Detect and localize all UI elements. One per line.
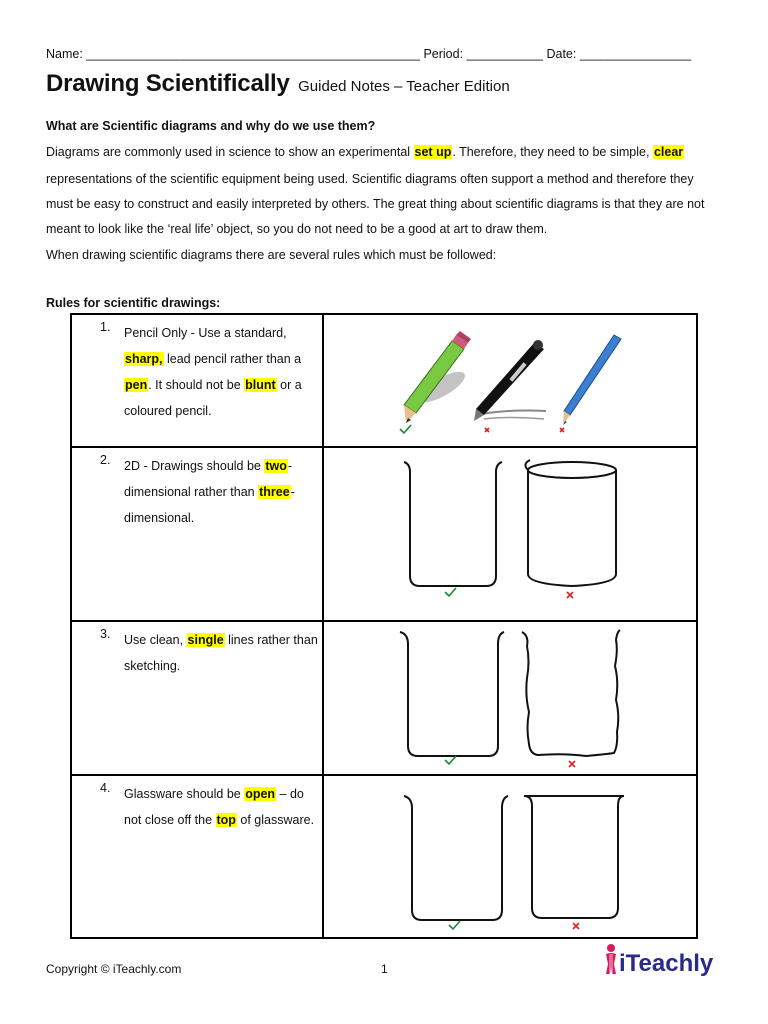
rule-text [124,453,320,531]
intro-text: . Therefore, they need to be simple, [452,145,653,159]
page-number: 1 [381,962,388,976]
beaker-icon [400,632,504,756]
highlight-sharp: sharp, [125,352,163,366]
rule-text-part: Glassware should be [124,787,245,801]
rule-text-part: of glassware. [236,813,315,827]
check-icon [449,921,460,929]
rule-number: 1. [100,320,111,334]
rule-text [124,320,320,424]
rule-text-cell [72,448,324,620]
cross-icon [573,923,579,929]
highlight-single: single [187,633,224,647]
highlight-top: top [216,813,236,827]
logo-text: iTeachly [619,950,714,977]
rules-heading: Rules for scientific drawings: [46,296,221,310]
rule-image-cell [324,448,696,620]
pen-icon [474,340,546,421]
beaker-icon [525,460,616,586]
check-icon [400,425,411,433]
rule-text-part: lead pencil rather than a [163,352,302,366]
highlight-clear: clear [653,145,684,159]
highlight-open: open [245,787,276,801]
beaker-icon [404,462,502,586]
rule-row-3 [72,622,696,776]
rule-text-cell [72,622,324,774]
blue-colored-pencil-icon [563,335,621,425]
highlight-blunt: blunt [245,378,276,392]
rule-text [124,627,320,679]
rule-text-part: Pencil Only - Use a standard, [124,326,287,340]
beaker-icon [522,630,620,756]
cross-icon [485,428,489,432]
rule-row-2 [72,448,696,622]
rule-text-part: – do not close off the [124,787,304,827]
iteachly-logo [603,942,723,983]
rule-text-part: -dimensional. [124,485,295,525]
check-icon [445,756,456,764]
green-pencil-icon [404,331,471,423]
check-icon [445,588,456,596]
rule-text-part: Use clean, [124,633,187,647]
rule-text-part: or a coloured pencil. [124,378,302,418]
highlight-three: three [259,485,290,499]
intro-heading: What are Scientific diagrams and why do we use them? [46,119,376,133]
title-subtitle: Guided Notes – Teacher Edition [298,78,510,95]
intro-paragraph-line-2: representations of the scientific equipment being used. Scientific diagrams often support a method and therefore they [46,172,694,186]
student-info-line: Name: ________________________________________________ Period: ___________ Date: ________________ [46,47,692,61]
rule-image-cell [324,315,696,446]
rule-text-part: . It should not be [148,378,245,392]
intro-paragraph-line-1 [46,145,684,159]
highlight-two: two [265,459,287,473]
cross-icon [569,761,575,767]
rule-text-part: -dimensional rather than [124,459,293,499]
logo-figure-icon [606,944,616,974]
rule-text-cell [72,315,324,446]
cross-icon [560,428,564,432]
rule-text-part: 2D - Drawings should be [124,459,265,473]
footer-copyright: Copyright © iTeachly.com [46,962,182,976]
intro-paragraph-line-5: When drawing scientific diagrams there are several rules which must be followed: [46,248,497,262]
rule-number: 2. [100,453,111,467]
title-main: Drawing Scientifically [46,70,290,97]
rule-text-part: lines rather than sketching. [124,633,318,673]
highlight-pen: pen [125,378,148,392]
rule-row-4 [72,776,696,937]
rule-number: 4. [100,781,111,795]
intro-paragraph-line-3: must be easy to construct and easily interpreted by others. The great thing about scientific diagrams is that they are not [46,197,705,211]
highlight-set-up: set up [414,145,452,159]
rule-image-cell [324,622,696,774]
page-title [46,70,510,98]
rule-text-cell [72,776,324,937]
intro-paragraph-line-4: meant to look like the ‘real life’ object, so you do not need to be a good at art to draw them. [46,222,548,236]
beaker-icon [404,796,508,920]
rule-image-cell [324,776,696,937]
intro-text: Diagrams are commonly used in science to show an experimental [46,145,414,159]
rules-table [70,313,698,939]
rule-text [124,781,320,833]
cross-icon [567,592,573,598]
rule-number: 3. [100,627,111,641]
rule-row-1 [72,315,696,448]
beaker-icon [524,796,624,918]
